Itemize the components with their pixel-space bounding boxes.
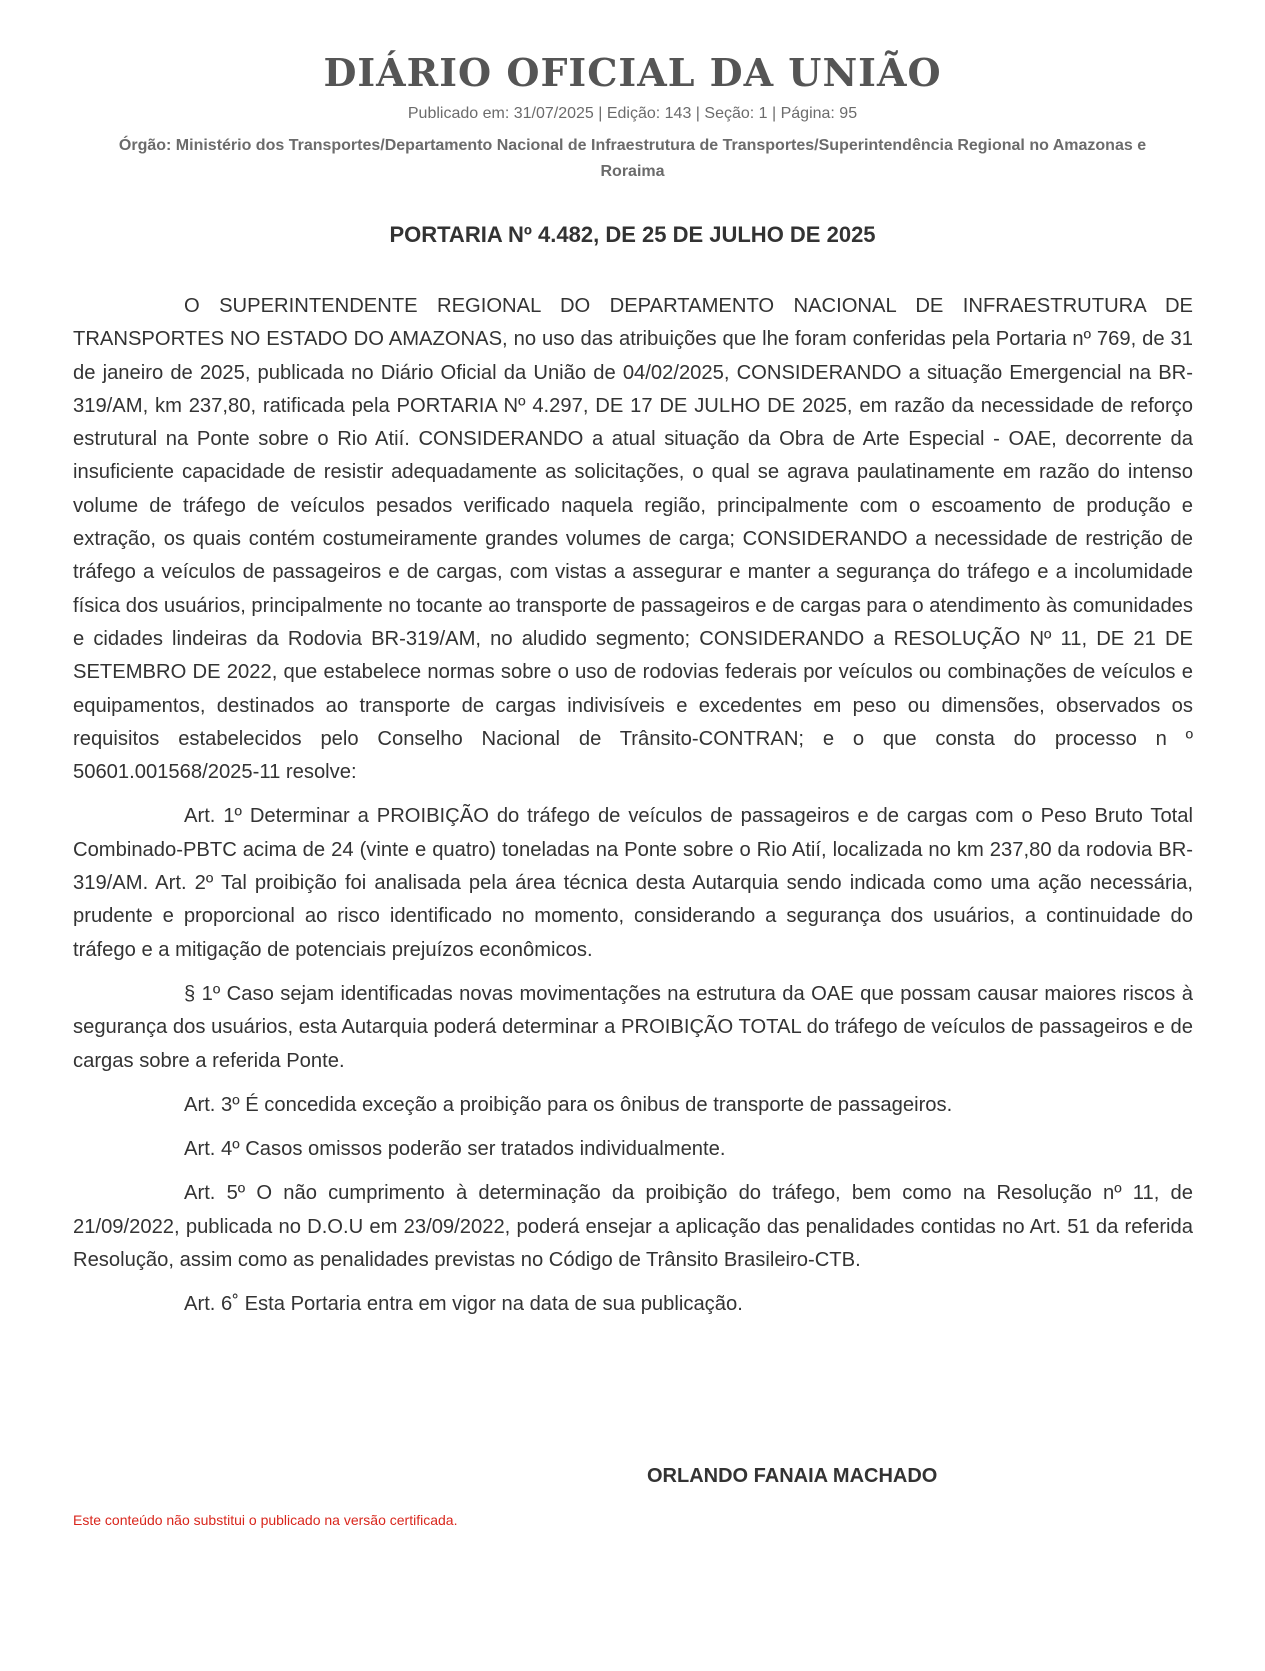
orgao-line: Órgão: Ministério dos Transportes/Departamento Nacional de Infraestrutura de Transportes/Superintendência Regional no Amazonas e Roraima bbox=[118, 137, 1147, 180]
portaria-title: PORTARIA Nº 4.482, DE 25 DE JULHO DE 2025 bbox=[389, 222, 876, 247]
paragraph-1: § 1º Caso sejam identificadas novas movimentações na estrutura da OAE que possam causar maiores riscos à segurança dos usuários, esta Autarquia poderá determinar a PROIBIÇÃO TOTAL do tráfego de veículos de passageiros e de cargas sobre a referida Ponte. bbox=[73, 982, 1193, 1072]
article-6-paragraph: Art. 6˚ Esta Portaria entra em vigor na data de sua publicação. bbox=[184, 1293, 743, 1316]
article-1-paragraph: Art. 1º Determinar a PROIBIÇÃO do tráfego de veículos de passageiros e de cargas com o Peso Bruto Total Combinado-PBTC acima de 24 (vinte e quatro) toneladas na Ponte sobre o Rio Atií, localizada no km 237,80 da rodovia BR-319/AM. Art. 2º Tal proibição foi analisada pela área técnica desta Autarquia sendo indicada como uma ação necessária, prudente e proporcional ao risco identificado no momento, considerando a segurança dos usuários, a continuidade do tráfego e a mitigação de potenciais prejuízos econômicos. bbox=[73, 805, 1193, 961]
article-5-paragraph: Art. 5º O não cumprimento à determinação da proibição do tráfego, bem como na Resolução nº 11, de 21/09/2022, publicada no D.O.U em 23/09/2022, poderá ensejar a aplicação das penalidades contidas no Art. 51 da referida Resolução, assim como as penalidades previstas no Código de Trânsito Brasileiro-CTB. bbox=[73, 1182, 1193, 1272]
article-3-paragraph: Art. 3º É concedida exceção a proibição para os ônibus de transporte de passageiros. bbox=[184, 1093, 953, 1116]
article-4-paragraph: Art. 4º Casos omissos poderão ser tratados individualmente. bbox=[184, 1138, 726, 1161]
signature-name: ORLANDO FANAIA MACHADO bbox=[647, 1465, 938, 1487]
document-body bbox=[73, 290, 1193, 1333]
preamble-paragraph: O SUPERINTENDENTE REGIONAL DO DEPARTAMENTO NACIONAL DE INFRAESTRUTURA DE TRANSPORTES NO ESTADO DO AMAZONAS, no uso das atribuições que lhe foram conferidas pela Portaria nº 769, de 31 de janeiro de 2025, publicada no Diário Oficial da União de 04/02/2025, CONSIDERANDO a situação Emergencial na BR-319/AM, km 237,80, ratificada pela PORTARIA Nº 4.297, DE 17 DE JULHO DE 2025, em razão da necessidade de reforço estrutural na Ponte sobre o Rio Atií. CONSIDERANDO a atual situação da Obra de Arte Especial - OAE, decorrente da insuficiente capacidade de resistir adequadamente as solicitações, o qual se agrava paulatinamente em razão do intenso volume de tráfego de veículos pesados verificado naquela região, principalmente com o escoamento de produção e extração, os quais contém costumeiramente grandes volumes de carga; CONSIDERANDO a necessidade de restrição de tráfego a veículos de passageiros e de cargas, com vistas a assegurar e manter a segurança do tráfego e a incolumidade física dos usuários, principalmente no tocante ao transporte de passageiros e de cargas para o atendimento às comunidades e cidades lindeiras da Rodovia BR-319/AM, no aludido segmento; CONSIDERANDO a RESOLUÇÃO Nº 11, DE 21 DE SETEMBRO DE 2022, que estabelece normas sobre o uso de rodovias federais por veículos ou combinações de veículos e equipamentos, destinados ao transporte de cargas indivisíveis e excedentes em peso ou dimensões, observados os requisitos estabelecidos pelo Conselho Nacional de Trânsito-CONTRAN; e o que consta do processo n º 50601.001568/2025-11 resolve: bbox=[73, 295, 1193, 784]
disclaimer-text: Este conteúdo não substitui o publicado na versão certificada. bbox=[73, 1512, 458, 1528]
masthead-title: DIÁRIO OFICIAL DA UNIÃO bbox=[323, 50, 942, 95]
publication-info: Publicado em: 31/07/2025 | Edição: 143 | Seção: 1 | Página: 95 bbox=[407, 105, 858, 122]
